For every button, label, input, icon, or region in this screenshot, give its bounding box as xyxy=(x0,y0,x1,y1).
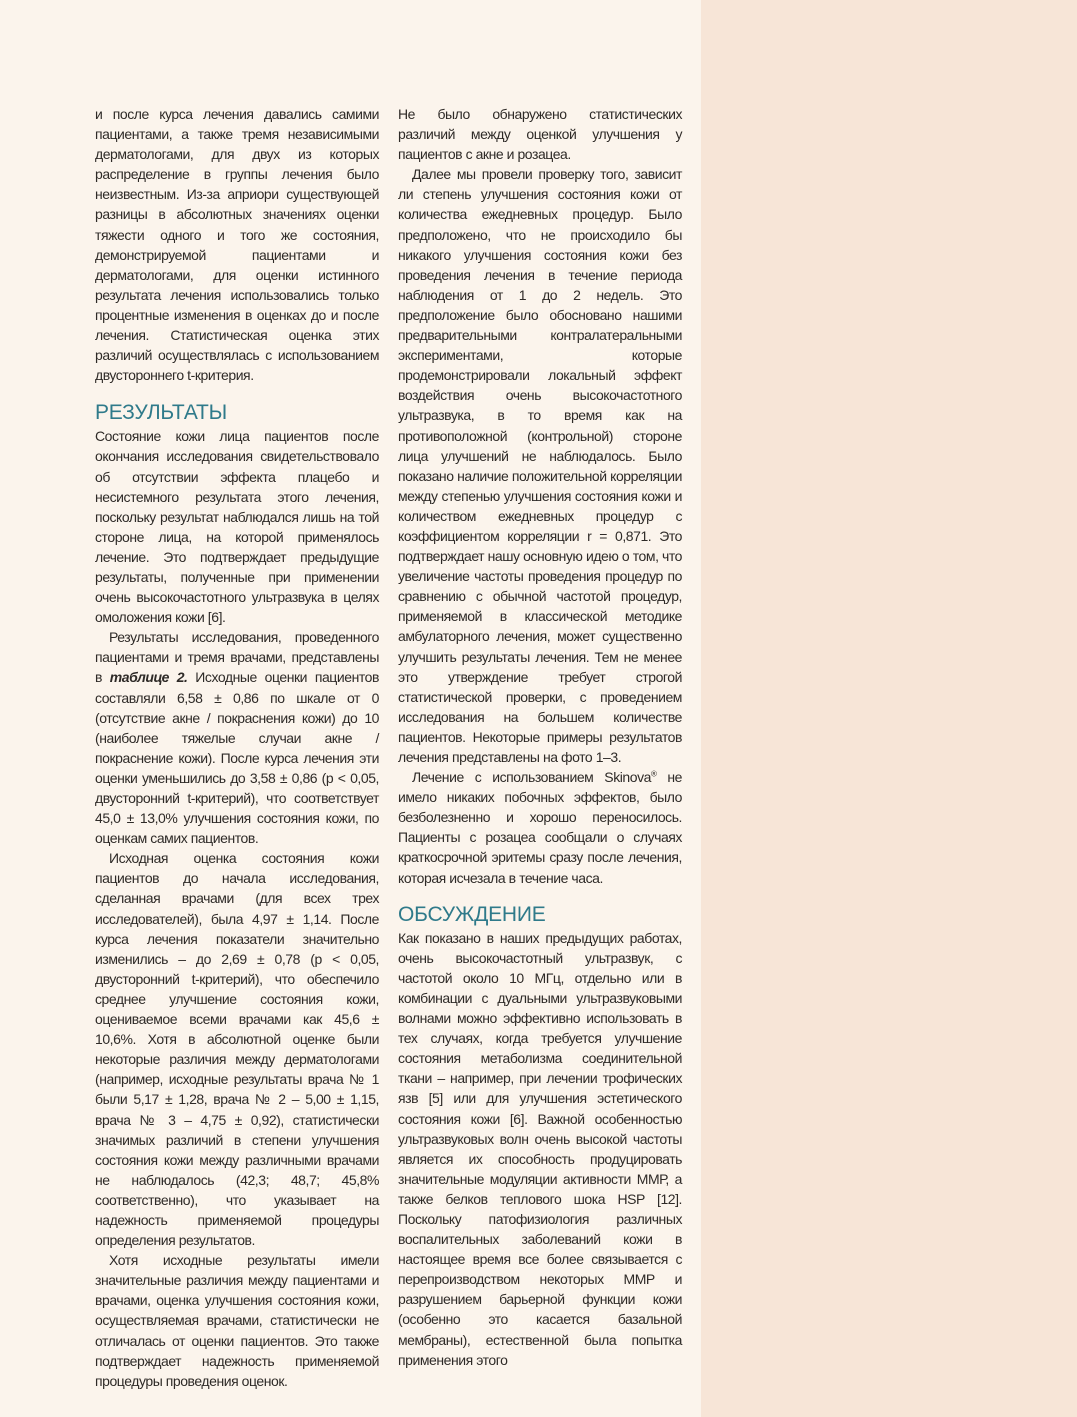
paragraph-text: Результаты исследования, проведенного пациентами и тремя врачами, представлены в xyxy=(95,629,379,686)
paragraph-results-1: Состояние кожи лица пациентов после окончания исследования свидетельствовало об отсутствии эффекта плацебо и несистемного результата этого лечения, поскольку результат наблюдался лишь на той стороне лица, на которой применялось лечение. Это подтверждает предыдущие результаты, полученные при применении очень высокочастотного ультразвука в целях омоложения кожи [6]. xyxy=(95,428,379,626)
registered-mark: ® xyxy=(650,769,657,779)
paragraph-results-3: Исходная оценка состояния кожи пациентов до начала исследования, сделанная врачами (для всех трех исследователей), была 4,97 ± 1,14. После курса лечения показатели значительно изменились – до 2,69 ± 0,78 (p < 0,05, двусторонний t-критерий), что обеспечило среднее улучшение состояния кожи, оцениваемое всеми врачами как 45,6 ± 10,6%. Хотя в абсолютной оценке были некоторые различия между дерматологами (например, исходные результаты врача № 1 были 5,17 ± 1,28, врача № 2 – 5,00 ± 1,15, врача № 3 – 4,75 ± 0,92), статистически значимых различий в степени улучшения состояния кожи между различными врачами не наблюдалось (42,3; 48,7; 45,8% соответственно), что указывает на надежность применяемой процедуры определения результатов. xyxy=(95,850,379,1249)
paragraph-results-4: Хотя исходные результаты имели значительные различия между пациентами и врачами, оценка улучшения состояния кожи, осуществляемая врачами, статистически не отличалась от оценки пациентов. Это также подтверждает надежность применяемой процедуры проведения оценок. xyxy=(95,1252,379,1389)
left-column xyxy=(95,104,379,1391)
paragraph-text: Исходные оценки пациентов составляли 6,58 ± 0,86 по шкале от 0 (отсутствие акне / покраснения кожи) до 10 (наиболее тяжелые случаи акне / покраснение кожи). После курса лечения эти оценки уменьшились до 3,58 ± 0,86 (p < 0,05, двусторонний t-критерий), что соответствует 45,0 ± 13,0% улучшения состояния кожи, по оценкам самих пациентов. xyxy=(95,669,379,847)
side-margin-strip xyxy=(701,0,1077,1417)
paragraph-results-5: Не было обнаружено статистических различий между оценкой улучшения у пациентов с акне и розацеа. xyxy=(398,106,682,163)
right-column xyxy=(398,104,682,1370)
paragraph-discussion-1: Как показано в наших предыдущих работах, очень высокочастотный ультразвук, с частотой около 10 МГц, отдельно или в комбинации с дуальными ультразвуковыми волнами можно эффективно использовать в тех случаях, когда требуется улучшение состояния метаболизма соединительной ткани – например, при лечении трофических язв [5] или для улучшения эстетического состояния кожи [6]. Важной особенностью ультразвуковых волн очень высокой частоты является их способность продуцировать значительные модуляции активности ММР, а также белков теплового шока HSP [12]. Поскольку патофизиология различных воспалительных заболеваний кожи в настоящее время все более связывается с перепроизводством некоторых ММР и разрушением барьерной функции кожи (особенно это касается базальной мембраны), естественной была попытка применения этого xyxy=(398,929,682,1368)
table-reference: таблице 2. xyxy=(109,669,188,686)
paragraph-results-7 xyxy=(398,767,682,888)
paragraph-results-6: Далее мы провели проверку того, зависит ли степень улучшения состояния кожи от количества ежедневных процедур. Было предположено, что не происходило бы никакого улучшения состояния кожи без проведения лечения в течение периода наблюдения от 1 до 2 недель. Это предположение было обосновано нашими предварительными контралатеральными экспериментами, которые продемонстрировали локальный эффект воздействия очень высокочастотного ультразвука, в то время как на противоположной (контрольной) стороне лица улучшений не наблюдалось. Было показано наличие положительной корреляции между степенью улучшения состояния кожи и количеством ежедневных процедур с коэффициентом корреляции r = 0,871. Это подтверждает нашу основную идею о том, что увеличение частоты проведения процедур по сравнению с обычной частотой процедур, применяемой в классической методике амбулаторного лечения, может существенно улучшить результаты лечения. Тем не менее это утверждение требует строгой статистической проверки, с проведением исследования на большем количестве пациентов. Некоторые примеры результатов лечения представлены на фото 1–3. xyxy=(398,166,682,765)
paragraph-results-2 xyxy=(95,627,379,848)
paragraph-methods-end: и после курса лечения давались самими пациентами, а также тремя независимыми дерматологами, для двух из которых распределение в группы лечения было неизвестным. Из-за априори существующей разницы в абсолютных значениях оценки тяжести одного и того же состояния, демонстрируемой пациентами и дерматологами, для оценки истинного результата лечения использовались только процентные изменения в оценках до и после лечения. Статистическая оценка этих различий осуществлялась с использованием двустороннего t-критерия. xyxy=(95,106,379,384)
section-heading-discussion: ОБСУЖДЕНИЕ xyxy=(398,902,546,926)
paragraph-text: не имело никаких побочных эффектов, было безболезненно и хорошо переносилось. Пациенты с розацеа сообщали о случаях краткосрочной эритемы сразу после лечения, которая исчезала в течение часа. xyxy=(398,769,682,886)
paragraph-text: Лечение с использованием Skinova xyxy=(412,769,651,786)
section-heading-results: РЕЗУЛЬТАТЫ xyxy=(95,401,228,425)
